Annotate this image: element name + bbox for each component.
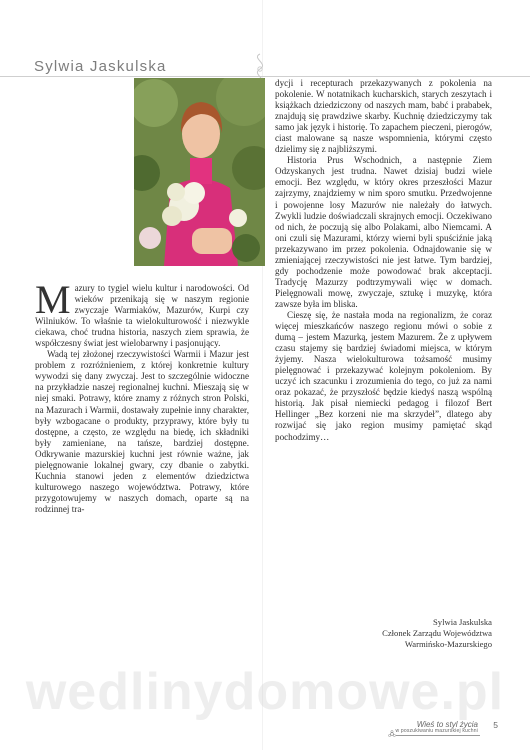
signature-role: Członek Zarządu Województwa <box>382 628 492 638</box>
drop-cap: M <box>35 277 71 322</box>
watermark: wedlinydomowe.pl <box>25 663 505 721</box>
footer-title: Wieś to styl życia <box>416 720 478 729</box>
article-paragraph: Historia Prus Wschodnich, a następnie Ziem Odzyskanych jest trudna. Nawet dzisiaj budzi wiele emocji. Bez względu, w który okres przeszłości Mazur zajrzymy, znajdziemy w nim sporo smutku. Przedwojenne i powojenne losy Mazurów nie należały do łatwych. Zwykli ludzie doświadczali skrajnych emocji. Oczekiwano od nich, że poczują się albo Polakami, albo Niemcami. A oni czuli się Mazurami, którzy wierni byli spuściźnie jaką przekazywano im przez pokolenia. Odnajdowanie się w zmieniającej rzeczywistości nie jest łatwe. Tym bardziej, gdy pochodzenie może powodować brak akceptacji. Tradycję Mazurzy podtrzymywali więc w domach. Pielęgnowali mowę, zwyczaje, sztukę i muzykę, która zawsze była im bliska. <box>275 155 492 309</box>
article-paragraph: Cieszę się, że nastała moda na regionalizm, że coraz więcej mieszkańców naszego regionu mówi o sobie z dumą – jestem Mazurką, jestem Mazurem. Że z upływem czasu stajemy się bardziej świadomi miejsca, w którym żyjemy. Nasza wielokulturowa tożsamość musimy pielęgnować i przekazywać kolejnym pokoleniom. By uczyć ich szacunku i zrozumienia do tego, co już za nami oraz pokazać, że przyszłość będzie kiedyś naszą wspólną historią. Jak pisał niemiecki pedagog i filozof Bert Hellinger „Bez korzeni nie ma skrzydeł”, dlatego aby rozwijać się jako region musimy pamiętać skąd pochodzimy… <box>275 309 492 442</box>
article-paragraph <box>35 277 249 349</box>
author-photo <box>134 78 265 266</box>
paragraph-text: azury to tygiel wielu kultur i narodowości. Od wieków przenikają się w naszym regionie zwyczaje Warmiaków, Mazurów, Kurpi czy Wilniuków. To właśnie ta wielokulturowość i niezwykle ciekawa, choć trudna historia, naszych ziem sprawia, że współczesny świat jest wielobarwny i pasjonujący. <box>35 283 249 349</box>
article-paragraph: dycji i recepturach przekazywanych z pokolenia na pokolenie. W notatnikach kucharskich, starych zeszytach i książkach dziedziczony od naszych mam, babć i prababek, znajdują się prawdziwe skarby. Kuchnię dziedziczymy tak samo jak język i historię. To zapachem pieczeni, pierogów, ciast malowane są nasze wspomnienia, którymi często dzielimy się z najbliższymi. <box>275 78 492 155</box>
footer-rule <box>396 735 480 736</box>
footer-subtitle: w poszukiwaniu mazurskiej kuchni <box>395 728 478 734</box>
signature-name: Sylwia Jaskulska <box>433 617 492 627</box>
author-heading: Sylwia Jaskulska <box>34 58 167 75</box>
article-left-column <box>35 277 249 515</box>
article-right-column <box>275 78 492 443</box>
signature-block <box>290 617 492 650</box>
author-photo-image <box>134 78 265 266</box>
page-number: 5 <box>493 720 498 730</box>
signature-role: Warmińsko-Mazurskiego <box>404 639 492 649</box>
page-footer <box>388 720 498 736</box>
article-paragraph: Wadą tej złożonej rzeczywistości Warmii i Mazur jest problem z rozróżnieniem, z której konkretnie kultury wywodzi się dany zwyczaj. Jest to szczególnie widoczne na przykładzie naszej regionalnej kuchni. Mieszają się w niej smaki. Potrawy, które znamy z różnych stron Polski, na Mazurach i Warmii, dostawały zupełnie inny charakter, były wzbogacane o produkty, przyprawy, które były tu dostępne, a często, ze względu na biedę, ich składniki były zamieniane, na tańsze, bardziej dostępne. Odkrywanie mazurskiej kuchni jest równie ważne, jak pielęgnowanie lokalnej gwary, czy dbanie o zabytki. Kuchnia stanowi jeden z elementów dziedzictwa kulturowego naszego województwa. Potrawy, które przygotowujemy w naszych domach, oparte są na rodzinnej tra- <box>35 349 249 514</box>
